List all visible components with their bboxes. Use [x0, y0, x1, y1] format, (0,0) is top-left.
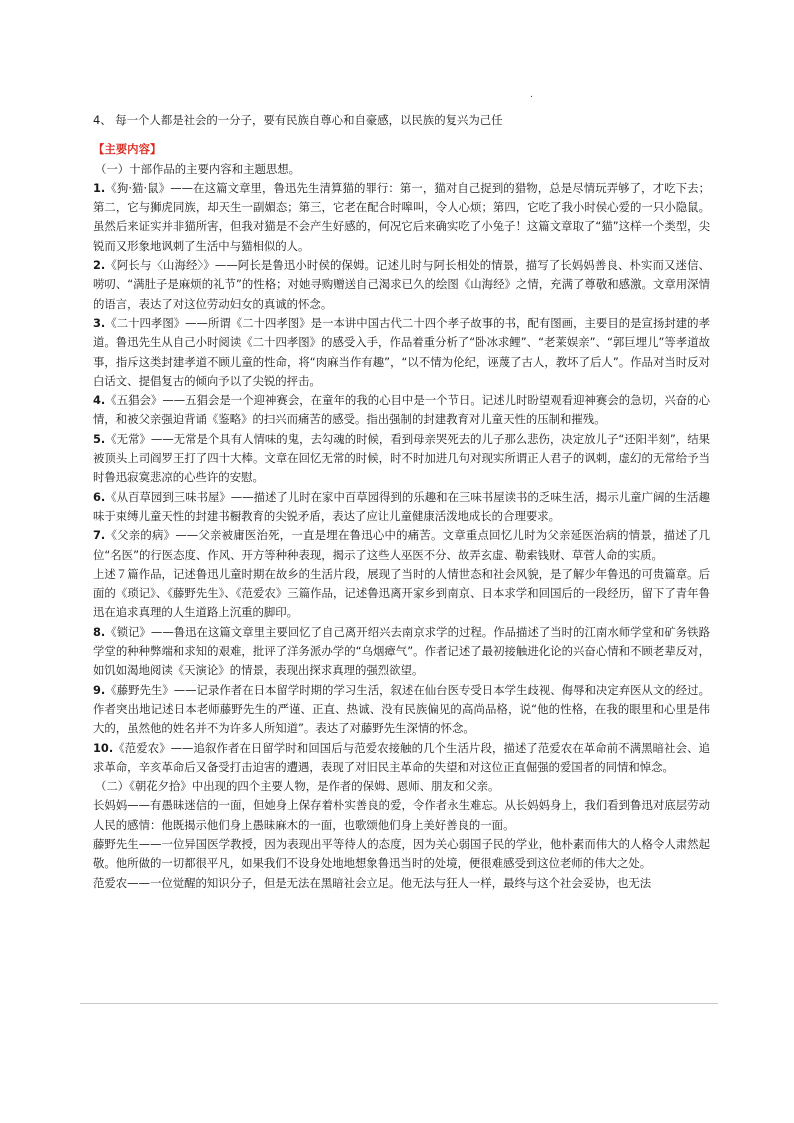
work-item	[93, 488, 710, 527]
person-paragraph: 范爱农——一位觉醒的知识分子，但是无法在黑暗社会立足。他无法与狂人一样，最终与这个社会妥协，也无法	[93, 875, 652, 890]
work-item-text: 《从百草园到三味书屋》——描述了儿时在家中百草园得到的乐趣和在三味书屋读书的乏味生活，揭示儿童广阔的生活趣味于束缚儿童天性的封建书橱教育的尖锐矛盾，表达了应让儿童健康活泼地成长的合理要求。	[93, 489, 710, 523]
work-item-text: 《二十四孝图》——所谓《二十四孝图》是一本讲中国古代二十四个孝子故事的书，配有图画，主要目的是宣扬封建的孝道。鲁迅先生从自己小时阅读《二十四孝图》的感受入手，作品着重分析了“卧冰求鲤”、“老莱娱亲”、“郭巨埋儿”等孝道故事，指斥这类封建孝道不顾儿童的性命，将“肉麻当作有趣”，“以不情为伦纪，诬蔑了古人，教坏了后人”。作品对当时反对白话文、提倡复古的倾向予以了尖锐的抨击。	[93, 315, 710, 388]
work-item-number: 2.	[93, 258, 106, 273]
work-item-text: 《范爱农》——追叙作者在日留学时和回国后与范爱农接触的几个生活片段，描述了范爱农在革命前不满黑暗社会、追求革命，辛亥革命后又备受打击迫害的遭遇，表现了对旧民主革命的失望和对这位正直倔强的爱国者的同情和悼念。	[93, 740, 710, 774]
document-body	[93, 111, 710, 893]
work-item	[93, 526, 710, 565]
intro-point: 4、 每一个人都是社会的一分子，要有民族自尊心和自豪感，以民族的复兴为己任	[93, 113, 503, 127]
page-dot: .	[530, 90, 533, 100]
work-item-number: 7.	[93, 528, 106, 543]
footer-divider	[80, 1003, 718, 1004]
work-item-text: 《阿长与〈山海经〉》——阿长是鲁迅小时侯的保姆。记述儿时与阿长相处的情景，描写了长妈妈善良、朴实而又迷信、唠叨、“满肚子是麻烦的礼节”的性格；对她寻购赠送自己渴求已久的绘图《山海经》之情，充满了尊敬和感激。文章用深情的语言，表达了对这位劳动妇女的真诚的怀念。	[93, 258, 710, 311]
work-item-number: 3.	[93, 315, 106, 330]
work-item-text: 《五猖会》——五猖会是一个迎神赛会，在童年的我的心目中是一个节日。记述儿时盼望观看迎神赛会的急切，兴奋的心情，和被父亲强迫背诵《鉴略》的扫兴而痛苦的感受。指出强制的封建教育对儿童天性的压制和摧残。	[93, 393, 710, 427]
work-item	[93, 430, 710, 488]
work-item-number: 6.	[93, 489, 106, 504]
work-item-number: 8.	[93, 624, 106, 639]
people-list	[93, 796, 710, 892]
work-item	[93, 739, 710, 778]
work-item-number: 1.	[93, 180, 106, 195]
summary-paragraph: 上述７篇作品，记述鲁迅儿童时期在故乡的生活片段，展现了当时的人情世态和社会风貌，是了解少年鲁迅的可贵篇章。后面的《琐记》、《藤野先生》、《范爱农》三篇作品，记述鲁迅离开家乡到南京、日本求学和回国后的一段经历，留下了青年鲁迅在追求真理的人生道路上沉重的脚印。	[93, 566, 710, 620]
work-item-number: 9.	[93, 682, 106, 697]
person-paragraph: 长妈妈——有愚昧迷信的一面，但她身上保存着朴实善良的爱，令作者永生难忘。从长妈妈身上，我们看到鲁迅对底层劳动人民的感情：他既揭示他们身上愚昧麻木的一面，也歌颂他们身上美好善良的一面。	[93, 798, 710, 832]
subsection-title-2: （二）《朝花夕拾》中出现的四个主要人物，是作者的保姆、恩师、朋友和父亲。	[95, 779, 500, 794]
work-item	[93, 391, 710, 430]
work-item	[93, 314, 710, 391]
work-item	[93, 623, 710, 681]
work-item-number: 5.	[93, 431, 106, 446]
work-item-text: 《狗·猫·鼠》——在这篇文章里，鲁迅先生清算猫的罪行：第一，猫对自己捉到的猎物，总是尽情玩弄够了，才吃下去；第二，它与狮虎同族，却天生一副媚态；第三，它老在配合时嗥叫，令人心烦；第四，它吃了我小时侯心爱的一只小隐鼠。虽然后来证实并非猫所害，但我对猫是不会产生好感的，何况它后来确实吃了小兔子！这篇文章取了“猫”这样一个类型，尖锐而又形象地讽刺了生活中与猫相似的人。	[93, 180, 710, 253]
person-paragraph: 藤野先生——一位异国医学教授，因为表现出平等待人的态度，因为关心弱国子民的学业，他朴素而伟大的人格令人肃然起敬。他所做的一切都很平凡，如果我们不设身处地地想象鲁迅当时的处境，便很难感受到这位老师的伟大之处。	[93, 836, 710, 871]
work-item-text: 《无常》——无常是个具有人情味的鬼，去勾魂的时候，看到母亲哭死去的儿子那么悲伤，决定放儿子“还阳半刻”，结果被顶头上司阎罗王打了四十大棒。文章在回忆无常的时候，时不时加进几句对现实所谓正人君子的讽刺，虚幻的无常给予当时鲁迅寂寞悲凉的心些许的安慰。	[93, 431, 710, 485]
subsection-title-1: （一）十部作品的主要内容和主题思想。	[95, 161, 301, 176]
works-list	[93, 179, 710, 565]
work-item-text: 《锁记》——鲁迅在这篇文章里主要回忆了自己离开绍兴去南京求学的过程。作品描述了当时的江南水师学堂和矿务铁路学堂的种种弊端和求知的艰难，批评了洋务派办学的“乌烟瘴气”。作者记述了最初接触进化论的兴奋心情和不顾老辈反对，如饥如渴地阅读《天演论》的情景，表现出探求真理的强烈欲望。	[93, 624, 710, 678]
works-list-2	[93, 623, 710, 777]
work-item	[93, 256, 710, 314]
work-item	[93, 179, 710, 256]
work-item-number: 10.	[93, 740, 114, 755]
work-item-text: 《父亲的病》——父亲被庸医治死，一直是埋在鲁迅心中的痛苦。文章重点回忆儿时为父亲延医治病的情景，描述了几位“名医”的行医态度、作风、开方等种种表现，揭示了这些人巫医不分、故弄玄虚、勒索钱财、草菅人命的实质。	[93, 528, 710, 562]
section-heading: 【主要内容】	[93, 142, 162, 157]
work-item-text: 《藤野先生》——记录作者在日本留学时期的学习生活，叙述在仙台医专受日本学生歧视、侮辱和决定弃医从文的经过。作者突出地记述日本老师藤野先生的严谨、正直、热诚、没有民族偏见的高尚品格，说“他的性格，在我的眼里和心里是伟大的，虽然他的姓名并不为许多人所知道”。表达了对藤野先生深情的怀念。	[93, 682, 710, 736]
work-item	[93, 681, 710, 739]
work-item-number: 4.	[93, 393, 106, 408]
